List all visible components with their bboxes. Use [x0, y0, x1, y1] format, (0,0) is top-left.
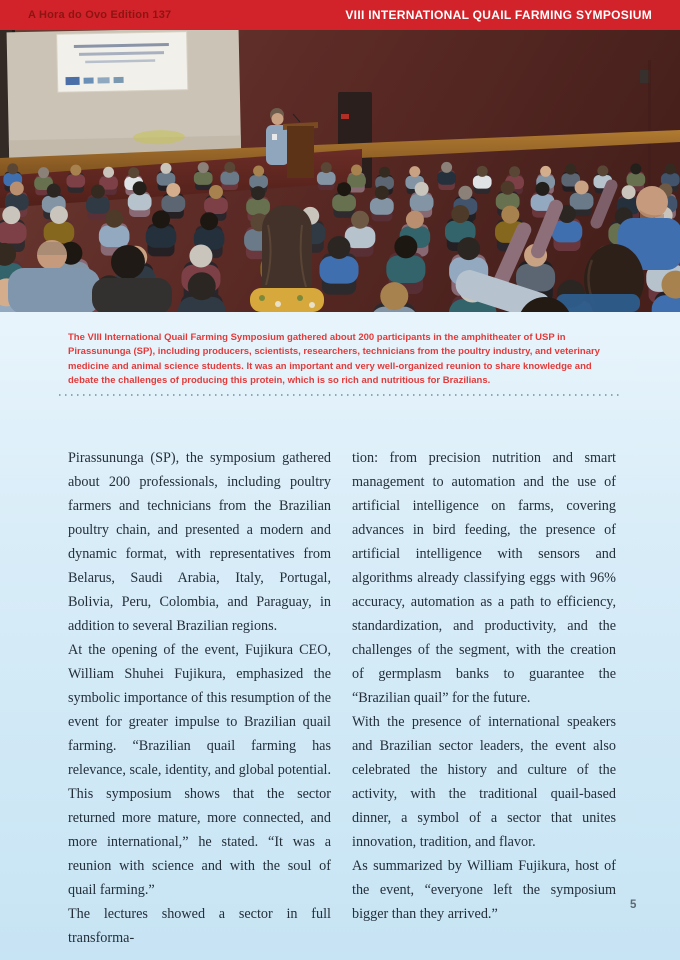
paragraph: As summarized by William Fujikura, host of the event, “everyone left the symposium bigger than they arrived.”: [352, 858, 616, 922]
article-column-right: [352, 446, 616, 926]
page-title: VIII INTERNATIONAL QUAIL FARMING SYMPOSIUM: [345, 8, 652, 22]
page-number: 5: [630, 899, 637, 911]
paragraph: At the opening of the event, Fujikura CEO, William Shuhei Fujikura, emphasized the symbolic importance of this resumption of the event for greater impulse to Brazilian quail farming. “Brazilian quail farming has relevance, scale, identity, and global potential. This symposium shows that the sector returned more mature, more connected, and more international,” he stated. “It was a reunion with science and with the soul of quail farming.”: [68, 642, 331, 898]
paragraph: Pirassununga (SP), the symposium gathered about 200 professionals, including poultry farmers and technicians from the Brazilian poultry chain, and presented a modern and dynamic format, with representatives from Belarus, Saudi Arabia, Italy, Portugal, Bolivia, Peru, Colombia, and Paraguay, in addition to several Brazilian regions.: [68, 450, 331, 634]
paragraph: tion: from precision nutrition and smart management to automation and the use of artificial intelligence on farms, covering advances in bird feeding, the presence of artificial intelligence with sensors and algorithms already classifying eggs with 96% accuracy, automation as a path to efficiency, standardization, and productivity, and the challenges of the segment, with the creation of germplasm banks to guarantee the “Brazilian quail” for the future.: [352, 450, 616, 706]
dotted-divider: [59, 394, 621, 396]
photo-caption: The VIII International Quail Farming Symposium gathered about 200 participants in the amphitheater of USP in Pirassununga (SP), including producers, scientists, researchers, technicians from the poultry industry, and veterinary medicine and animal science students. It was an important and very well-organized reunion to share knowledge and debate the challenges of producing this protein, which is so rich and nutritious for Brazilians.: [68, 331, 600, 387]
paragraph: The lectures showed a sector in full transforma-: [68, 906, 331, 946]
header-bar: [0, 0, 680, 30]
article-column-left: [68, 446, 331, 950]
conference-photo: [0, 30, 680, 312]
edition-label: A Hora do Ovo Edition 137: [28, 9, 172, 21]
conference-photo-illustration: [0, 30, 680, 312]
paragraph: With the presence of international speakers and Brazilian sector leaders, the event also celebrated the history and culture of the activity, with the traditional quail-based dinner, a symbol of a sector that unites innovation, tradition, and flavor.: [352, 714, 616, 850]
